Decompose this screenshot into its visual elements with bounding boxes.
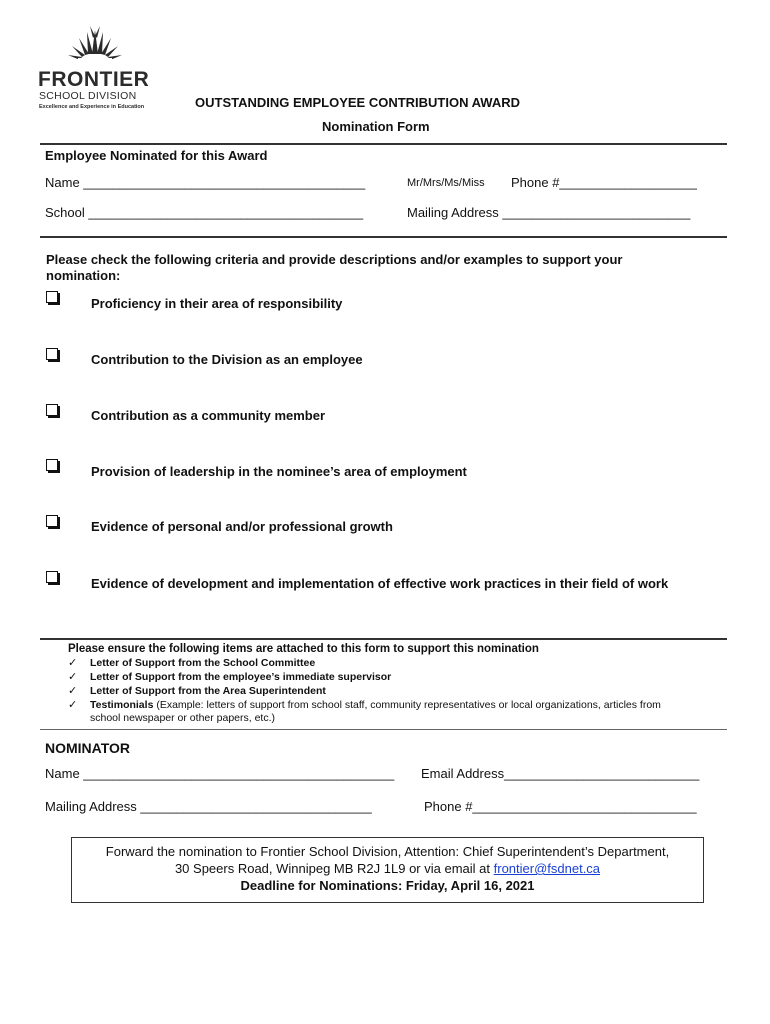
check-mark-icon: ✓ [68, 685, 78, 697]
attachment-testimonials [90, 699, 661, 711]
attachment-school-committee: Letter of Support from the School Committee [90, 657, 316, 669]
forward-instructions-box [71, 837, 704, 903]
logo-name: FRONTIER [38, 68, 150, 91]
sunburst-logo-icon [64, 24, 126, 64]
forward-line1: Forward the nomination to Frontier School Division, Attention: Chief Superintendent’s Department, [105, 844, 670, 859]
criteria-divider [40, 638, 727, 640]
header-divider [40, 143, 727, 145]
testimonials-label: Testimonials [90, 699, 154, 711]
criteria-label-leadership: Provision of leadership in the nominee’s area of employment [91, 464, 467, 479]
criteria-instructions-line1: Please check the following criteria and provide descriptions and/or examples to support your [46, 252, 623, 267]
attachment-supervisor: Letter of Support from the employee’s immediate supervisor [90, 671, 392, 683]
logo-subtitle: SCHOOL DIVISION [39, 90, 137, 102]
employee-mailing-field[interactable]: Mailing Address __________________________ [407, 205, 691, 220]
form-title: OUTSTANDING EMPLOYEE CONTRIBUTION AWARD [195, 95, 520, 110]
criteria-label-practices: Evidence of development and implementation of effective work practices in their field of work [91, 576, 669, 591]
nominator-name-field[interactable]: Name ___________________________________________ [45, 766, 395, 781]
check-mark-icon: ✓ [68, 699, 78, 711]
employee-divider [40, 236, 727, 238]
check-mark-icon: ✓ [68, 671, 78, 683]
nominator-mailing-field[interactable]: Mailing Address ________________________________ [45, 799, 372, 814]
logo-tagline: Excellence and Experience in Education [39, 104, 145, 110]
employee-school-field[interactable]: School ______________________________________ [45, 205, 364, 220]
criteria-label-proficiency: Proficiency in their area of responsibility [91, 296, 343, 311]
employee-salutation-field[interactable]: Mr/Mrs/Ms/Miss [407, 177, 485, 189]
nominator-email-field[interactable]: Email Address___________________________ [421, 766, 700, 781]
email-link[interactable]: frontier@fsdnet.ca [493, 861, 601, 876]
attachments-divider [40, 729, 727, 730]
criteria-checkbox-proficiency[interactable] [46, 291, 58, 303]
attachment-area-superintendent: Letter of Support from the Area Superintendent [90, 685, 326, 697]
criteria-checkbox-practices[interactable] [46, 571, 58, 583]
form-subtitle: Nomination Form [322, 119, 430, 134]
testimonials-description: (Example: letters of support from school staff, community representatives or local organizations, articles from [153, 699, 661, 711]
employee-section-title: Employee Nominated for this Award [45, 148, 268, 163]
criteria-checkbox-leadership[interactable] [46, 459, 58, 471]
criteria-label-community: Contribution as a community member [91, 408, 326, 423]
criteria-checkbox-division[interactable] [46, 348, 58, 360]
criteria-checkbox-growth[interactable] [46, 515, 58, 527]
employee-phone-field[interactable]: Phone #___________________ [511, 175, 697, 190]
forward-address: 30 Speers Road, Winnipeg MB R2J 1L9 or via email at [174, 861, 494, 876]
nominator-section-title: NOMINATOR [45, 740, 131, 756]
attachments-heading: Please ensure the following items are attached to this form to support this nomination [68, 643, 539, 655]
criteria-instructions-line2: nomination: [46, 268, 121, 283]
check-mark-icon: ✓ [68, 657, 78, 669]
criteria-label-growth: Evidence of personal and/or professional growth [91, 519, 393, 534]
employee-name-field[interactable]: Name _______________________________________ [45, 175, 366, 190]
frontier-logo [36, 24, 148, 114]
criteria-label-division: Contribution to the Division as an employee [91, 352, 363, 367]
criteria-checkbox-community[interactable] [46, 404, 58, 416]
deadline-text: Deadline for Nominations: Friday, April 16, 2021 [240, 878, 535, 893]
nominator-phone-field[interactable]: Phone #_______________________________ [424, 799, 697, 814]
forward-line2 [72, 860, 703, 877]
testimonials-description-line2: school newspaper or other papers, etc.) [90, 712, 276, 724]
